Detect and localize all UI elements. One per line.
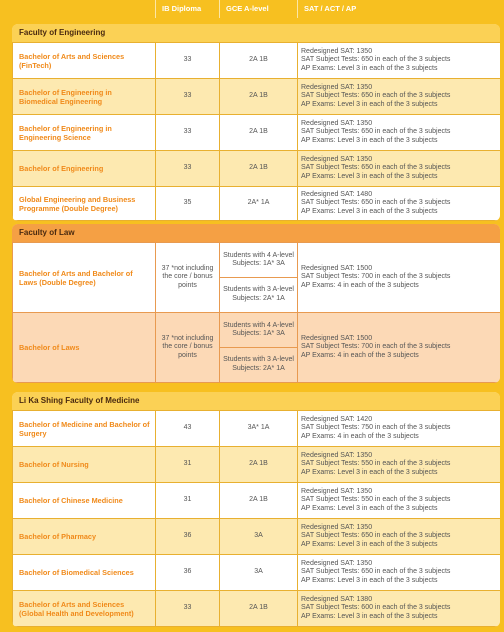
sat-line: Redesigned SAT: 1500 xyxy=(301,334,373,342)
sat-requirement xyxy=(298,79,501,115)
ib-score: 33 xyxy=(156,115,220,151)
sat-line: SAT Subject Tests: 650 in each of the 3 subjects xyxy=(301,56,451,64)
sat-requirement xyxy=(298,151,501,187)
header-ib: IB Diploma xyxy=(155,0,219,18)
gce-grade: 2A 1B xyxy=(220,115,298,151)
table-row xyxy=(13,555,501,591)
section-engineering xyxy=(12,24,500,221)
sat-line: SAT Subject Tests: 550 in each of the 3 subjects xyxy=(301,496,451,504)
table-row xyxy=(13,313,501,383)
table-row xyxy=(13,187,501,221)
programme-name: Bachelor of Engineering in Biomedical Engineering xyxy=(13,79,156,115)
sat-line: Redesigned SAT: 1500 xyxy=(301,264,373,272)
sat-line: AP Exams: Level 3 in each of the 3 subjects xyxy=(301,468,438,476)
gce-grade: 2A 1B xyxy=(220,447,298,483)
table-row xyxy=(13,483,501,519)
programme-name: Bachelor of Engineering in Engineering Science xyxy=(13,115,156,151)
table-row xyxy=(13,411,501,447)
admission-requirements-page xyxy=(8,0,498,632)
sat-requirement xyxy=(298,243,501,313)
ib-score: 43 xyxy=(156,411,220,447)
gce-option-3-subjects: Students with 3 A-level Subjects: 2A* 1A xyxy=(223,286,294,302)
sat-line: Redesigned SAT: 1420 xyxy=(301,415,373,423)
sat-requirement xyxy=(298,591,501,627)
sat-line: AP Exams: Level 3 in each of the 3 subjects xyxy=(301,207,438,215)
header-programme xyxy=(8,0,155,18)
sat-requirement xyxy=(298,483,501,519)
gce-grade: 2A 1B xyxy=(220,591,298,627)
sat-line: AP Exams: Level 3 in each of the 3 subjects xyxy=(301,64,438,72)
gce-grade: 2A 1B xyxy=(220,151,298,187)
ib-score: 36 xyxy=(156,555,220,591)
sat-requirement xyxy=(298,313,501,383)
sat-requirement xyxy=(298,187,501,221)
gce-grade: 2A* 1A xyxy=(220,187,298,221)
sat-line: SAT Subject Tests: 700 in each of the 3 subjects xyxy=(301,343,451,351)
gce-grade: 3A xyxy=(220,519,298,555)
sat-line: SAT Subject Tests: 750 in each of the 3 subjects xyxy=(301,424,451,432)
law-table xyxy=(12,242,500,383)
section-title: Li Ka Shing Faculty of Medicine xyxy=(12,392,500,410)
gce-grade xyxy=(220,313,298,383)
sat-line: AP Exams: Level 3 in each of the 3 subjects xyxy=(301,576,438,584)
sat-line: AP Exams: Level 3 in each of the 3 subjects xyxy=(301,612,438,620)
sat-line: AP Exams: Level 3 in each of the 3 subjects xyxy=(301,540,438,548)
gce-grade: 2A 1B xyxy=(220,79,298,115)
sat-line: SAT Subject Tests: 650 in each of the 3 subjects xyxy=(301,164,451,172)
ib-score: 33 xyxy=(156,79,220,115)
gce-grade: 2A 1B xyxy=(220,483,298,519)
table-row xyxy=(13,151,501,187)
sat-line: Redesigned SAT: 1350 xyxy=(301,451,373,459)
sat-requirement xyxy=(298,519,501,555)
sat-line: SAT Subject Tests: 550 in each of the 3 subjects xyxy=(301,460,451,468)
sat-line: AP Exams: 4 in each of the 3 subjects xyxy=(301,281,419,289)
section-title: Faculty of Engineering xyxy=(12,24,500,42)
programme-name: Bachelor of Chinese Medicine xyxy=(13,483,156,519)
medicine-table xyxy=(12,410,500,627)
programme-name: Bachelor of Nursing xyxy=(13,447,156,483)
section-medicine xyxy=(12,392,500,627)
sat-line: Redesigned SAT: 1350 xyxy=(301,83,373,91)
gce-option-3-subjects: Students with 3 A-level Subjects: 2A* 1A xyxy=(223,356,294,372)
ib-score: 31 xyxy=(156,447,220,483)
sat-line: SAT Subject Tests: 650 in each of the 3 subjects xyxy=(301,532,451,540)
table-row xyxy=(13,591,501,627)
gce-option-4-subjects: Students with 4 A-level Subjects: 1A* 3A xyxy=(220,244,297,279)
sat-line: SAT Subject Tests: 650 in each of the 3 subjects xyxy=(301,92,451,100)
header-sat: SAT / ACT / AP xyxy=(297,0,498,18)
programme-name: Bachelor of Medicine and Bachelor of Surgery xyxy=(13,411,156,447)
engineering-table xyxy=(12,42,500,221)
ib-score: 37 *not including the core / bonus points xyxy=(156,313,220,383)
gce-option-4-subjects: Students with 4 A-level Subjects: 1A* 3A xyxy=(220,314,297,349)
programme-name: Bachelor of Laws xyxy=(13,313,156,383)
sat-line: Redesigned SAT: 1350 xyxy=(301,119,373,127)
ib-score: 33 xyxy=(156,151,220,187)
programme-name: Bachelor of Arts and Sciences (FinTech) xyxy=(13,43,156,79)
sat-line: AP Exams: Level 3 in each of the 3 subjects xyxy=(301,136,438,144)
gce-grade: 2A 1B xyxy=(220,43,298,79)
sat-line: SAT Subject Tests: 650 in each of the 3 subjects xyxy=(301,128,451,136)
programme-name: Bachelor of Engineering xyxy=(13,151,156,187)
programme-name: Bachelor of Arts and Sciences (Global Health and Development) xyxy=(13,591,156,627)
section-law xyxy=(12,224,500,383)
sat-line: SAT Subject Tests: 600 in each of the 3 subjects xyxy=(301,604,451,612)
gce-grade: 3A xyxy=(220,555,298,591)
sat-line: AP Exams: Level 3 in each of the 3 subjects xyxy=(301,172,438,180)
programme-name: Global Engineering and Business Programme (Double Degree) xyxy=(13,187,156,221)
sat-requirement xyxy=(298,555,501,591)
gce-grade xyxy=(220,243,298,313)
ib-score: 37 *not including the core / bonus points xyxy=(156,243,220,313)
table-row xyxy=(13,519,501,555)
sat-line: Redesigned SAT: 1480 xyxy=(301,190,373,198)
sat-line: SAT Subject Tests: 700 in each of the 3 subjects xyxy=(301,273,451,281)
sat-line: Redesigned SAT: 1350 xyxy=(301,523,373,531)
ib-score: 33 xyxy=(156,43,220,79)
table-row xyxy=(13,115,501,151)
ib-score: 36 xyxy=(156,519,220,555)
sat-requirement xyxy=(298,411,501,447)
sat-line: SAT Subject Tests: 650 in each of the 3 subjects xyxy=(301,199,451,207)
programme-name: Bachelor of Pharmacy xyxy=(13,519,156,555)
ib-score: 33 xyxy=(156,591,220,627)
sat-line: AP Exams: 4 in each of the 3 subjects xyxy=(301,351,419,359)
ib-score: 31 xyxy=(156,483,220,519)
table-header xyxy=(8,0,498,18)
programme-name: Bachelor of Biomedical Sciences xyxy=(13,555,156,591)
sat-line: Redesigned SAT: 1350 xyxy=(301,487,373,495)
sat-line: AP Exams: 4 in each of the 3 subjects xyxy=(301,432,419,440)
sat-requirement xyxy=(298,447,501,483)
programme-name: Bachelor of Arts and Bachelor of Laws (Double Degree) xyxy=(13,243,156,313)
header-gce: GCE A-level xyxy=(219,0,297,18)
sat-line: AP Exams: Level 3 in each of the 3 subjects xyxy=(301,504,438,512)
sat-requirement xyxy=(298,43,501,79)
table-row xyxy=(13,79,501,115)
sat-requirement xyxy=(298,115,501,151)
gce-grade: 3A* 1A xyxy=(220,411,298,447)
table-row xyxy=(13,43,501,79)
sat-line: Redesigned SAT: 1350 xyxy=(301,155,373,163)
table-row xyxy=(13,447,501,483)
ib-score: 35 xyxy=(156,187,220,221)
section-title: Faculty of Law xyxy=(12,224,500,242)
sat-line: SAT Subject Tests: 650 in each of the 3 subjects xyxy=(301,568,451,576)
sat-line: Redesigned SAT: 1380 xyxy=(301,595,373,603)
table-row xyxy=(13,243,501,313)
sat-line: AP Exams: Level 3 in each of the 3 subjects xyxy=(301,100,438,108)
sat-line: Redesigned SAT: 1350 xyxy=(301,47,373,55)
sat-line: Redesigned SAT: 1350 xyxy=(301,559,373,567)
